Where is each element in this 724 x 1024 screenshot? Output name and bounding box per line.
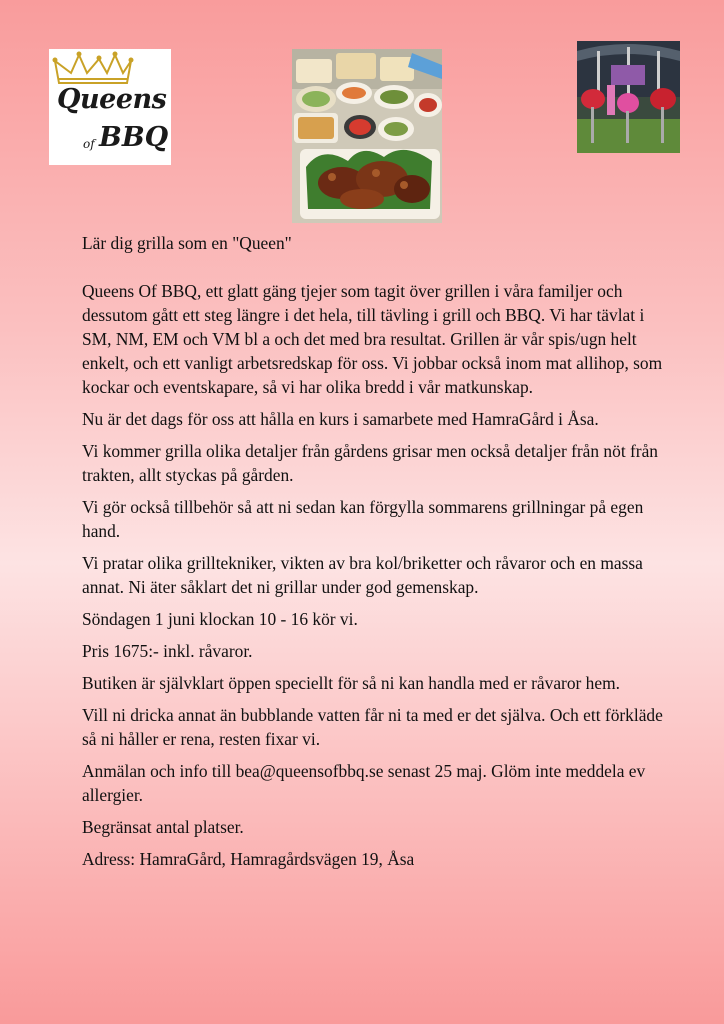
- course-paragraph: Nu är det dags för oss att hålla en kurs i samarbete med HamraGård i Åsa.: [82, 409, 599, 429]
- date-paragraph: Söndagen 1 juni klockan 10 - 16 kör vi.: [82, 609, 358, 629]
- signup-paragraph: Anmälan och info till bea@queensofbbq.se senast 25 maj. Glöm inte meddela ev allergier.: [82, 761, 646, 805]
- queens-of-bbq-logo: [49, 49, 171, 165]
- grills-event-photo: [577, 41, 680, 153]
- logo-of-text: of: [83, 137, 95, 151]
- flyer-heading: Lär dig grilla som en "Queen": [82, 233, 292, 253]
- logo-bbq-text: BBQ: [99, 122, 169, 153]
- buffet-food-photo: [292, 49, 442, 223]
- drinks-paragraph: Vill ni dricka annat än bubblande vatten får ni ta med er det själva. Och ett förkläde så ni håller er rena, resten fixar vi.: [82, 705, 663, 749]
- price-paragraph: Pris 1675:- inkl. råvaror.: [82, 641, 253, 661]
- limited-paragraph: Begränsat antal platser.: [82, 817, 244, 837]
- techniques-paragraph: Vi pratar olika grilltekniker, vikten av bra kol/briketter och råvaror och en massa annat. Ni äter såklart det ni grillar under god gemenskap.: [82, 553, 643, 597]
- crown-icon: [49, 49, 171, 89]
- flyer-text: [82, 231, 672, 879]
- intro-paragraph: Queens Of BBQ, ett glatt gäng tjejer som tagit över grillen i våra familjer och dessutom gått ett steg längre i det hela, till tävling i grill och BBQ. Vi har tävlat i SM, NM, EM och VM bl a och det med bra resultat. Grillen är vår spis/ugn helt enkelt, och ett vanligt arbetsredskap för oss. Vi jobbar också inom mat allihop, som kockar och eventskapare, så vi har olika bredd i vår matkunskap.: [82, 281, 663, 397]
- address-paragraph: Adress: HamraGård, Hamragårdsvägen 19, Åsa: [82, 849, 415, 869]
- sides-paragraph: Vi gör också tillbehör så att ni sedan kan förgylla sommarens grillningar på egen hand.: [82, 497, 644, 541]
- logo-queens-text: Queens: [57, 84, 167, 115]
- shop-paragraph: Butiken är självklart öppen speciellt för så ni kan handla med er råvaror hem.: [82, 673, 620, 693]
- meat-paragraph: Vi kommer grilla olika detaljer från gårdens grisar men också detaljer från nöt från trakten, allt styckas på gården.: [82, 441, 658, 485]
